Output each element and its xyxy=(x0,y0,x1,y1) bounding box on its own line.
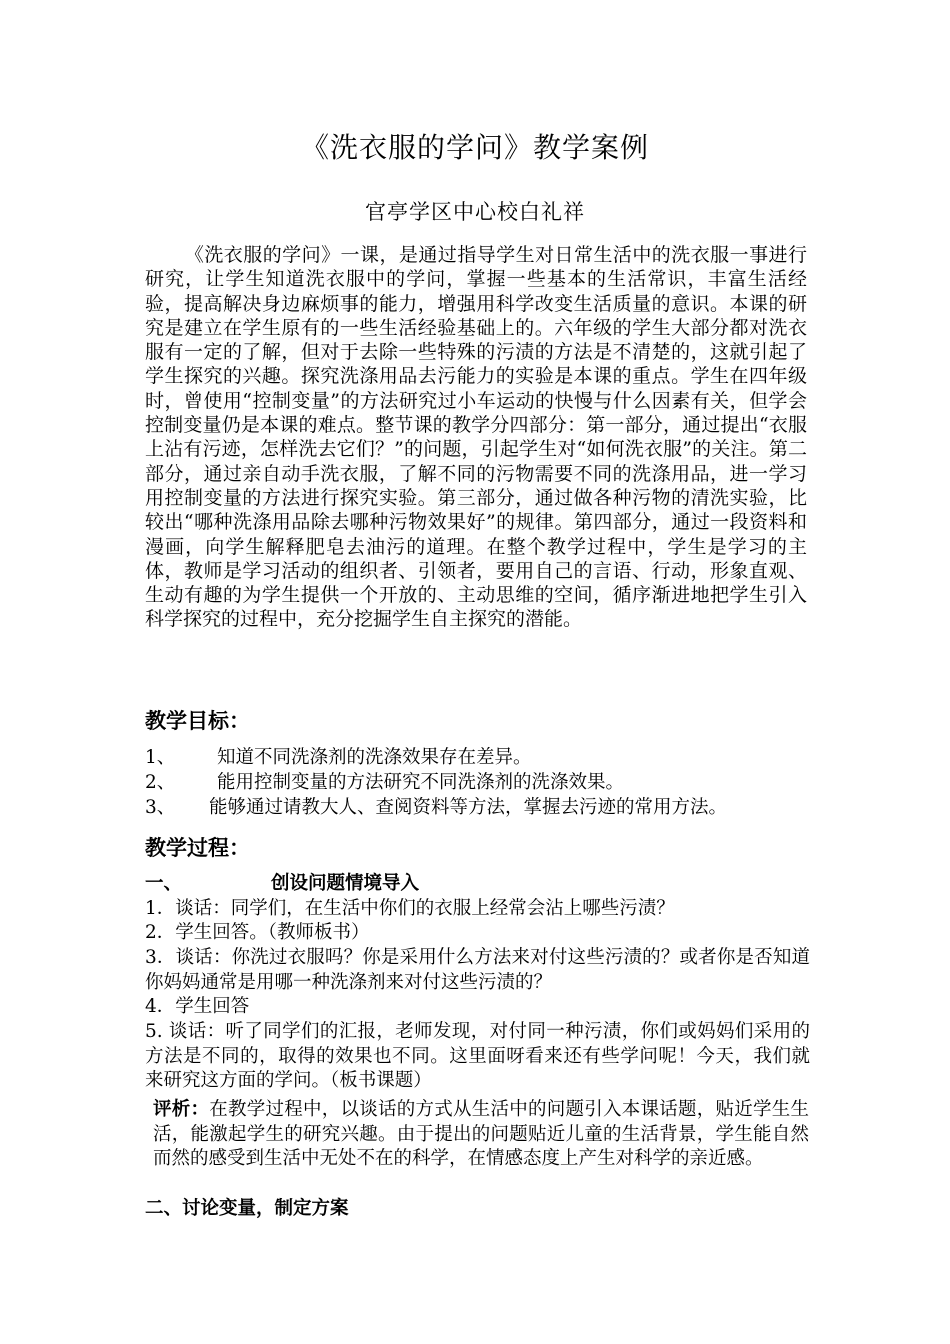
process-heading: 教学过程： xyxy=(145,836,250,860)
goal-item xyxy=(145,771,810,796)
section-title: 创设问题情境导入 xyxy=(271,873,420,894)
comment-label: 评析： xyxy=(153,1099,210,1120)
goal-item xyxy=(145,796,810,821)
goal-number: 1、 xyxy=(145,747,176,768)
comment-text: 在教学过程中，以谈话的方式从生活中的问题引入本课话题，贴近学生生活，能激起学生的研究兴趣。由于提出的问题贴近儿童的生活背景，学生能自然而然的感受到生活中无处不在的科学，在情感态度上产生对科学的亲近感。 xyxy=(153,1099,809,1169)
section-two-heading: 二、讨论变量，制定方案 xyxy=(145,1198,349,1219)
goal-text: 知道不同洗涤剂的洗涤效果存在差异。 xyxy=(217,747,532,768)
goal-item xyxy=(145,746,810,771)
step-item: 3．谈话：你洗过衣服吗？你是采用什么方法来对付这些污渍的？或者你是否知道你妈妈通常是用哪一种洗涤剂来对付这些污渍的？ xyxy=(145,947,810,993)
step-item: 1．谈话：同学们，在生活中你们的衣服上经常会沾上哪些污渍？ xyxy=(145,898,675,919)
step-item: 4．学生回答 xyxy=(145,996,250,1017)
section-number: 一、 xyxy=(145,873,183,894)
comment-paragraph xyxy=(153,1098,809,1172)
document-title: 《洗衣服的学问》教学案例 xyxy=(300,131,649,164)
goal-number: 2、 xyxy=(145,772,176,793)
document-author: 官亭学区中心校白礼祥 xyxy=(365,200,585,224)
goal-text: 能够通过请教大人、查阅资料等方法，掌握去污迹的常用方法。 xyxy=(209,797,728,818)
intro-paragraph: 《洗衣服的学问》一课，是通过指导学生对日常生活中的洗衣服一事进行研究，让学生知道洗衣服中的学问，掌握一些基本的生活常识，丰富生活经验，提高解决身边麻烦事的能力，增强用科学改变生活质量的意识。本课的研究是建立在学生原有的一些生活经验基础上的。六年级的学生大部分都对洗衣服有一定的了解，但对于去除一些特殊的污渍的方法是不清楚的，这就引起了学生探究的兴趣。探究洗涤用品去污能力的实验是本课的重点。学生在四年级时，曾使用“控制变量”的方法研究过小车运动的快慢与什么因素有关，但学会控制变量仍是本课的难点。整节课的教学分四部分：第一部分，通过提出“衣服上沾有污迹，怎样洗去它们？”的问题，引起学生对“如何洗衣服”的关注。第二部分，通过亲自动手洗衣服，了解不同的污物需要不同的洗涤用品，进一学习用控制变量的方法进行探究实验。第三部分，通过做各种污物的清洗实验，比较出“哪种洗涤用品除去哪种污物效果好”的规律。第四部分，通过一段资料和漫画，向学生解释肥皂去油污的道理。在整个教学过程中，学生是学习的主体，教师是学习活动的组织者、引领者，要用自己的言语、行动，形象直观、生动有趣的为学生提供一个开放的、主动思维的空间，循序渐进地把学生引入科学探究的过程中，充分挖掘学生自主探究的潜能。 xyxy=(145,244,807,631)
step-item: 5. 谈话：听了同学们的汇报，老师发现，对付同一种污渍，你们或妈妈们采用的方法是不同的，取得的效果也不同。这里面呀看来还有些学问呢！今天，我们就来研究这方面的学问。（板书课题） xyxy=(145,1021,810,1091)
section-one-heading xyxy=(145,872,419,897)
goals-heading: 教学目标： xyxy=(145,709,250,733)
goal-text: 能用控制变量的方法研究不同洗涤剂的洗涤效果。 xyxy=(217,772,625,793)
step-item: 2．学生回答。（教师板书） xyxy=(145,922,370,943)
goal-number: 3、 xyxy=(145,797,176,818)
